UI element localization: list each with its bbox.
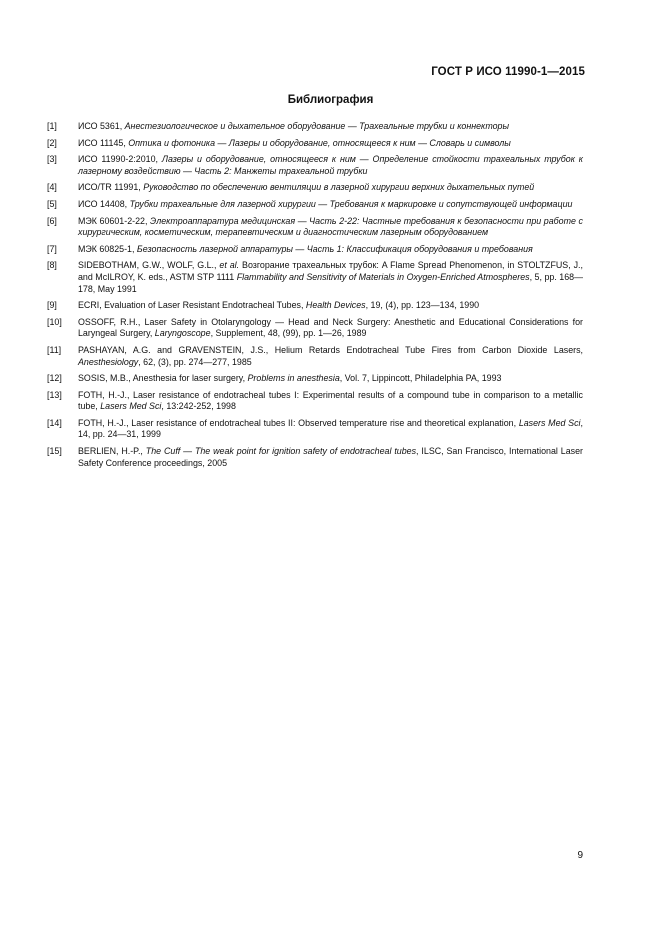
reference-number: [14] <box>47 417 62 428</box>
reference-italic-segment: Problems in anesthesia <box>247 373 340 384</box>
reference-entry <box>47 121 583 133</box>
reference-number: [8] <box>47 260 57 271</box>
reference-italic-segment: et al. <box>219 260 240 271</box>
reference-entry <box>47 138 583 150</box>
reference-text <box>78 373 583 385</box>
reference-segment: , 13:242-252, 1998 <box>161 401 236 412</box>
reference-italic-segment: Lasers Med Sci <box>518 417 581 428</box>
reference-segment: ECRI, Evaluation of Laser Resistant Endotracheal Tubes, <box>78 300 306 311</box>
reference-segment: FOTH, H.-J., Laser resistance of endotracheal tubes I: Experimental results of a compound tube in comparison to a metallic tube, <box>78 389 583 412</box>
reference-italic-segment: Безопасность лазерной аппаратуры — Часть 1: Классификация оборудования и требования <box>136 243 533 254</box>
reference-text <box>78 390 583 413</box>
reference-segment: , ILSC, San Francisco, International Laser Safety Conference proceedings, 2005 <box>78 446 584 468</box>
reference-segment: ИСО/TR 11991, <box>78 182 144 193</box>
reference-number: [11] <box>47 344 62 355</box>
reference-text <box>78 446 583 469</box>
reference-text <box>78 216 583 239</box>
reference-text <box>78 317 583 340</box>
reference-segment: ИСО 14408, <box>78 198 130 209</box>
reference-italic-segment: Анестезиологическое и дыхательное оборудование — Трахеальные трубки и коннекторы <box>124 121 510 131</box>
reference-segment: , 62, (3), pp. 274—277, 1985 <box>138 356 252 367</box>
reference-segment: SOSIS, M.B., Anesthesia for laser surgery, <box>78 373 248 384</box>
reference-segment: , 14, pp. 24—31, 1999 <box>78 417 583 440</box>
reference-text <box>78 300 583 312</box>
bibliography-heading: Библиография <box>287 94 374 106</box>
reference-text <box>78 138 583 150</box>
reference-number: [3] <box>47 154 57 165</box>
reference-italic-segment: Электроаппаратура медицинская — Часть 2-22: Частные требования к безопасности при работе с хирургическим, косметическим, терапевтическим и диагностическим лазерным оборудованием <box>78 215 583 238</box>
reference-number: [7] <box>47 243 57 254</box>
reference-number: [5] <box>47 198 57 209</box>
reference-number: [6] <box>47 215 57 226</box>
reference-number: [12] <box>47 373 62 384</box>
reference-segment: Возгорание трахеальных трубок: A Flame Spread Phenomenon, in STOLTZFUS, J., and McILROY, K. eds., ASTM STP 1111 <box>78 260 583 282</box>
reference-segment: , 5, pp. 168—178, May 1991 <box>78 271 583 294</box>
reference-italic-segment: Anesthesiology <box>78 356 139 367</box>
reference-text <box>78 418 583 441</box>
reference-entry <box>47 446 583 469</box>
reference-text <box>78 199 583 211</box>
reference-segment: PASHAYAN, A.G. and GRAVENSTEIN, J.S., Helium Retards Endotracheal Tube Fires from Carbon Dioxide Lasers, <box>78 344 583 355</box>
reference-text <box>78 121 583 133</box>
reference-italic-segment: Laryngoscope <box>154 328 211 339</box>
reference-entry <box>47 182 583 194</box>
reference-entry <box>47 199 583 211</box>
reference-text <box>78 154 583 177</box>
reference-segment: ИСО 11145, <box>78 137 129 148</box>
reference-segment: МЭК 60601-2-22, <box>78 215 151 226</box>
reference-entry <box>47 317 583 340</box>
reference-number: [4] <box>47 182 57 193</box>
reference-entry <box>47 300 583 312</box>
reference-entry <box>47 244 583 256</box>
reference-segment: , 19, (4), pp. 123—134, 1990 <box>365 300 480 311</box>
reference-italic-segment: Руководство по обеспечению вентиляции в лазерной хирургии верхних дыхательных путей <box>143 182 535 193</box>
reference-italic-segment: Оптика и фотоника — Лазеры и оборудование, относящееся к ним — Словарь и символы <box>128 137 511 148</box>
reference-text <box>78 182 583 194</box>
reference-segment: МЭК 60825-1, <box>78 243 137 254</box>
reference-segment: SIDEBOTHAM, G.W., WOLF, G.L., <box>78 260 220 271</box>
reference-segment: FOTH, H.-J., Laser resistance of endotracheal tubes II: Observed temperature rise and theoretical explanation, <box>78 417 519 428</box>
reference-entry <box>47 216 583 239</box>
reference-entry <box>47 345 583 368</box>
page-number: 9 <box>577 850 583 861</box>
reference-text <box>78 244 583 256</box>
reference-segment: ИСО 5361, <box>78 121 125 131</box>
reference-entry <box>47 418 583 441</box>
document-standard-number: ГОСТ Р ИСО 11990-1—2015 <box>431 66 585 78</box>
reference-italic-segment: Health Devices <box>305 300 366 311</box>
reference-entry <box>47 154 583 177</box>
reference-number: [9] <box>47 300 57 311</box>
reference-italic-segment: Flammability and Sensitivity of Materials in Oxygen-Enriched Atmospheres <box>236 271 530 282</box>
reference-number: [15] <box>47 446 62 457</box>
reference-number: [13] <box>47 389 62 400</box>
reference-text <box>78 345 583 368</box>
reference-italic-segment: Лазеры и оборудование, относящееся к ним — Определение стойкости трахеальных трубок к лазерному воздействию — Часть 2: Манжеты трахеальной трубки <box>78 154 583 176</box>
reference-number: [10] <box>47 316 62 327</box>
reference-number: [2] <box>47 137 57 148</box>
reference-entry <box>47 260 583 295</box>
reference-entry <box>47 390 583 413</box>
reference-italic-segment: Трубки трахеальные для лазерной хирургии — Требования к маркировке и сопутствующей информации <box>129 198 573 209</box>
reference-segment: ИСО 11990-2:2010, <box>78 154 162 165</box>
reference-entry <box>47 373 583 385</box>
reference-italic-segment: Lasers Med Sci <box>100 401 162 412</box>
reference-number: [1] <box>47 121 57 131</box>
reference-text <box>78 260 583 295</box>
reference-segment: OSSOFF, R.H., Laser Safety in Otolaryngology — Head and Neck Surgery: Anesthetic and Educational Considerations for Laryngeal Surgery, <box>78 316 583 339</box>
reference-segment: , Vol. 7, Lippincott, Philadelphia PA, 1993 <box>339 373 502 384</box>
reference-segment: , Supplement, 48, (99), pp. 1—26, 1989 <box>210 328 367 339</box>
reference-list <box>47 121 583 474</box>
reference-italic-segment: The Cuff — The weak point for ignition safety of endotracheal tubes <box>145 446 417 457</box>
reference-segment: BERLIEN, H.-P., <box>78 446 146 457</box>
